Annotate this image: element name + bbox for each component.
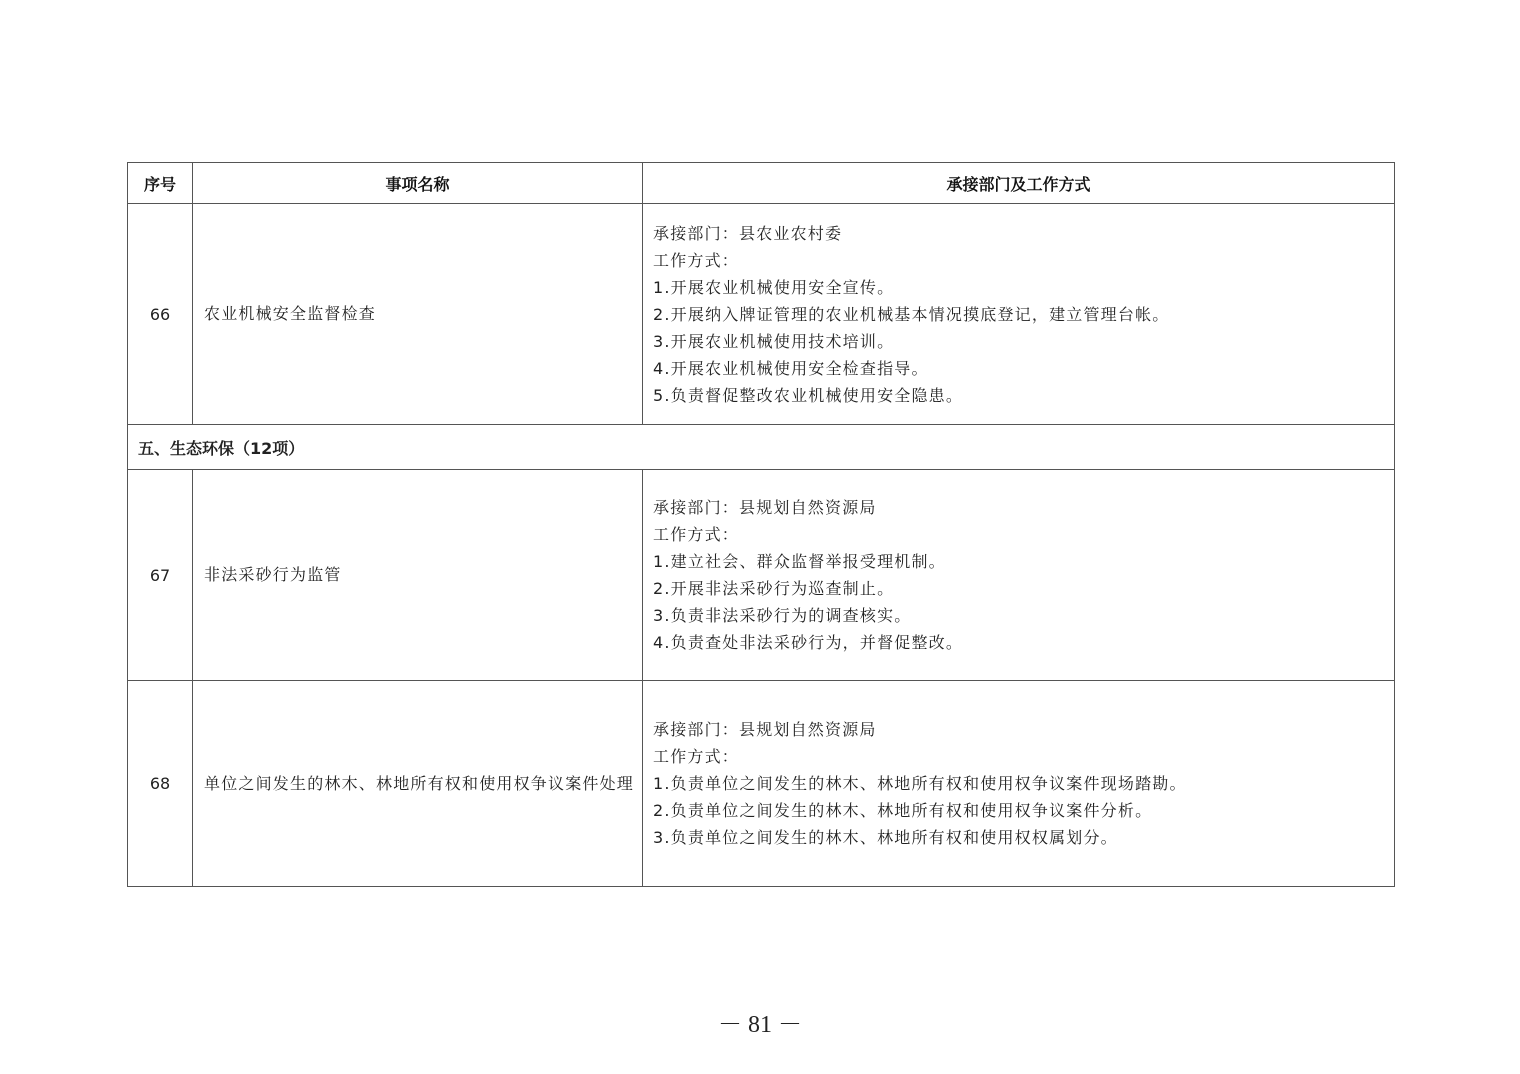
table-header-row <box>128 163 1395 204</box>
method-label: 工作方式： <box>653 747 740 766</box>
method-label: 工作方式： <box>653 250 740 270</box>
method-step: 2.负责单位之间发生的林木、林地所有权和使用权争议案件分析。 <box>653 801 1153 820</box>
page-number: － 81 － <box>718 1012 802 1038</box>
method-step: 1.负责单位之间发生的林木、林地所有权和使用权争议案件现场踏勘。 <box>653 774 1187 793</box>
header-item-name: 事项名称 <box>193 163 643 204</box>
row-department-method <box>643 681 1395 887</box>
row-number: 68 <box>128 681 193 887</box>
section-title: 五、生态环保（12项） <box>128 425 1395 470</box>
department-line: 承接部门：县规划自然资源局 <box>653 720 877 739</box>
matters-table <box>127 162 1395 887</box>
method-step: 4.开展农业机械使用安全检查指导。 <box>653 358 929 378</box>
table-row <box>128 470 1395 681</box>
method-step: 3.负责非法采砂行为的调查核实。 <box>653 606 912 625</box>
method-step: 2.开展非法采砂行为巡查制止。 <box>653 579 895 598</box>
method-step: 3.开展农业机械使用技术培训。 <box>653 331 895 351</box>
method-step: 4.负责查处非法采砂行为，并督促整改。 <box>653 633 964 652</box>
row-department-method <box>643 470 1395 681</box>
header-department-method: 承接部门及工作方式 <box>643 163 1395 204</box>
section-row <box>128 425 1395 470</box>
method-label: 工作方式： <box>653 525 740 544</box>
row-item-name: 单位之间发生的林木、林地所有权和使用权争议案件处理 <box>193 681 643 887</box>
row-item-name: 非法采砂行为监管 <box>193 470 643 681</box>
row-department-method <box>643 204 1395 425</box>
method-step: 3.负责单位之间发生的林木、林地所有权和使用权权属划分。 <box>653 828 1118 847</box>
method-step: 1.建立社会、群众监督举报受理机制。 <box>653 552 946 571</box>
row-item-name: 农业机械安全监督检查 <box>193 204 643 425</box>
method-step: 5.负责督促整改农业机械使用安全隐患。 <box>653 385 964 405</box>
table-row <box>128 681 1395 887</box>
method-step: 2.开展纳入牌证管理的农业机械基本情况摸底登记，建立管理台帐。 <box>653 304 1170 324</box>
department-line: 承接部门：县农业农村委 <box>653 223 843 243</box>
method-step: 1.开展农业机械使用安全宣传。 <box>653 277 895 297</box>
table-row <box>128 204 1395 425</box>
row-number: 66 <box>128 204 193 425</box>
department-line: 承接部门：县规划自然资源局 <box>653 498 877 517</box>
header-number: 序号 <box>128 163 193 204</box>
row-number: 67 <box>128 470 193 681</box>
